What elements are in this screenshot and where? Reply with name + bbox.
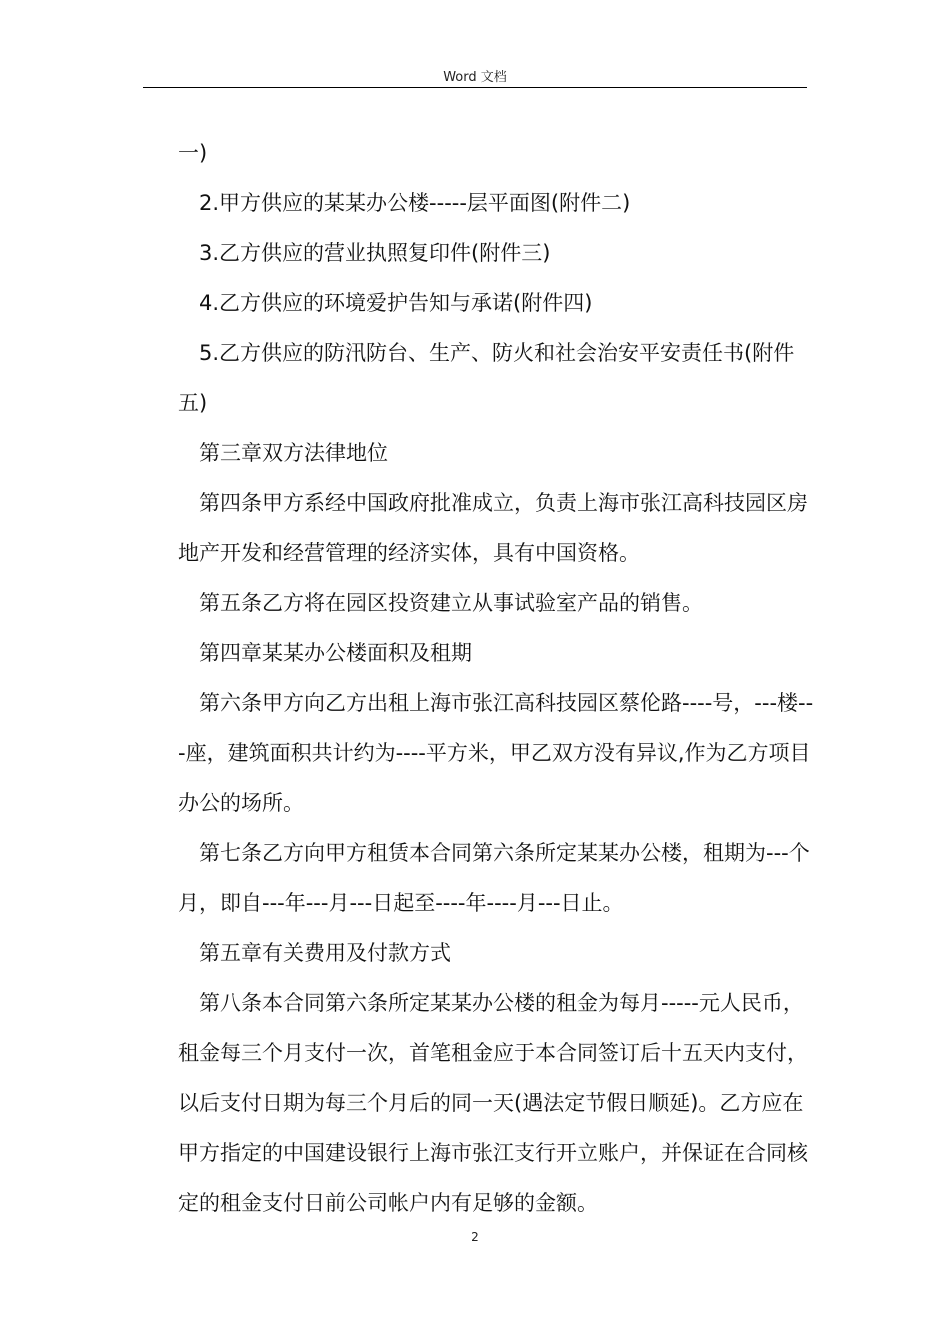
header-rule <box>143 87 807 88</box>
document-body <box>178 128 818 1228</box>
chapter-5-heading: 第五章有关费用及付款方式 <box>199 941 451 965</box>
article-6: 第六条甲方向乙方出租上海市张江高科技园区蔡伦路----号，---楼---座，建筑面积共计约为----平方米，甲乙双方没有异议,作为乙方项目办公的场所。 <box>178 691 814 815</box>
article-5: 第五条乙方将在园区投资建立从事试验室产品的销售。 <box>199 591 703 615</box>
article-4: 第四条甲方系经中国政府批准成立，负责上海市张江高科技园区房地产开发和经营管理的经济实体，具有中国资格。 <box>178 491 808 565</box>
page-number: 2 <box>471 1230 479 1244</box>
paragraph-attachment-4: 4.乙方供应的环境爱护告知与承诺(附件四) <box>199 291 593 315</box>
article-8: 第八条本合同第六条所定某某办公楼的租金为每月-----元人民币，租金每三个月支付一次，首笔租金应于本合同签订后十五天内支付，以后支付日期为每三个月后的同一天(遇法定节假日顺延)。乙方应在甲方指定的中国建设银行上海市张江支行开立账户，并保证在合同核定的租金支付日前公司帐户内有足够的金额。 <box>178 991 808 1215</box>
paragraph-attachment-1-tail: 一) <box>178 141 208 165</box>
paragraph-attachment-5: 5.乙方供应的防汛防台、生产、防火和社会治安平安责任书(附件五) <box>178 341 795 415</box>
paragraph-attachment-2: 2.甲方供应的某某办公楼-----层平面图(附件二) <box>199 191 631 215</box>
paragraph-attachment-3: 3.乙方供应的营业执照复印件(附件三) <box>199 241 551 265</box>
chapter-4-heading: 第四章某某办公楼面积及租期 <box>199 641 472 665</box>
article-7: 第七条乙方向甲方租赁本合同第六条所定某某办公楼，租期为---个月，即自---年---月---日起至----年----月---日止。 <box>178 841 810 915</box>
page-header: Word 文档 <box>443 70 507 85</box>
chapter-3-heading: 第三章双方法律地位 <box>199 441 388 465</box>
